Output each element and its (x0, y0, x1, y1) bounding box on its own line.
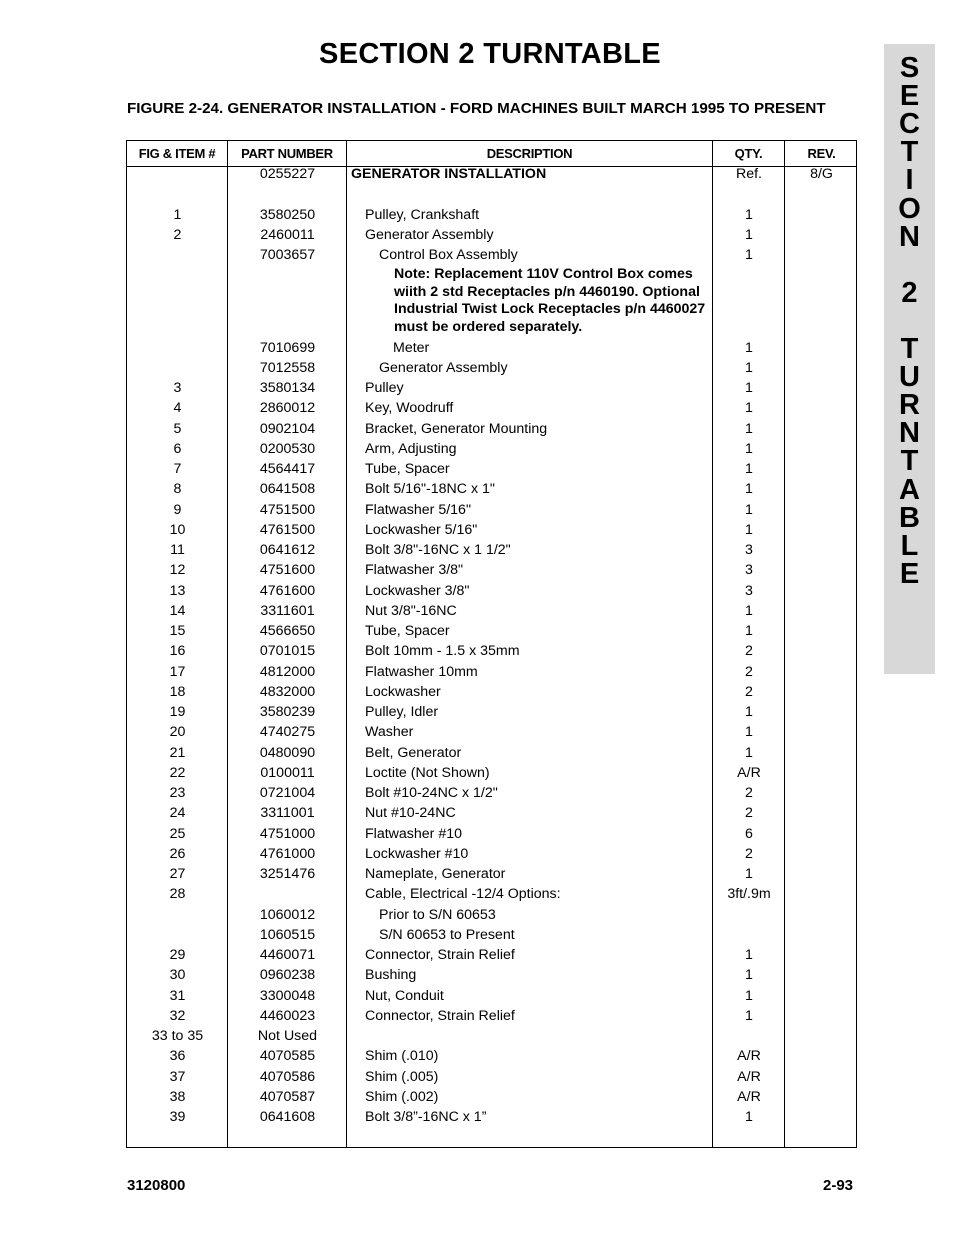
figure-title: FIGURE 2-24. GENERATOR INSTALLATION - FORD MACHINES BUILT MARCH 1995 TO PRESENT (127, 100, 826, 117)
description-cell: Tube, Spacer (365, 623, 450, 639)
table-row (127, 702, 858, 722)
parts-table (126, 140, 857, 1148)
description-cell: Generator Assembly (379, 360, 508, 376)
side-tab-char: I (905, 164, 914, 197)
part-number-cell: 0641612 (259, 542, 316, 558)
fig-item-cell: 2 (173, 227, 182, 243)
description-cell: Nameplate, Generator (365, 866, 506, 882)
part-number-cell: 4460023 (259, 1007, 316, 1024)
part-number-cell: 3580134 (259, 380, 316, 396)
table-row (127, 459, 858, 479)
fig-item-cell: 7 (173, 461, 182, 477)
part-number-cell: 4751600 (259, 562, 316, 579)
side-tab-char: N (899, 417, 920, 450)
part-number-cell: 0902104 (259, 420, 316, 437)
side-tab-char: U (899, 361, 920, 394)
fig-item-cell: 31 (169, 987, 186, 1004)
fig-item-cell: 20 (169, 724, 186, 741)
fig-item-cell: 28 (169, 886, 186, 903)
table-row (127, 540, 858, 560)
table-row (127, 419, 858, 439)
qty-cell: 1 (745, 420, 753, 437)
part-number-cell: 3300048 (259, 987, 316, 1004)
description-cell: Flatwasher 3/8" (365, 562, 464, 579)
part-number-cell: 0480090 (259, 744, 316, 761)
description-cell: Shim (.010) (365, 1048, 439, 1065)
qty-cell: 1 (745, 1007, 753, 1024)
description-cell: Connector, Strain Relief (365, 947, 515, 963)
qty-cell: 2 (745, 643, 753, 660)
qty-cell: 1 (745, 360, 753, 376)
fig-item-cell: 17 (169, 663, 186, 680)
table-row (127, 986, 858, 1006)
part-number-cell: 0200530 (259, 440, 316, 457)
fig-item-cell: 26 (169, 845, 186, 862)
qty-cell: A/R (737, 764, 761, 781)
fig-item-cell: 11 (170, 542, 185, 558)
part-number-cell: 4740275 (259, 724, 316, 741)
table-row (127, 245, 858, 265)
qty-cell: 1 (745, 724, 753, 741)
qty-cell: 3 (745, 582, 753, 599)
part-number-cell: 4070585 (259, 1048, 316, 1065)
fig-item-cell: 25 (169, 825, 186, 842)
part-number-cell: 4751500 (259, 501, 316, 518)
description-cell: Pulley (365, 380, 404, 396)
header-description: DESCRIPTION (486, 146, 573, 161)
side-tab-char: R (899, 389, 920, 422)
fig-item-cell: 23 (169, 785, 186, 801)
table-row (127, 479, 858, 499)
description-cell: Bolt 5/16"-18NC x 1" (365, 481, 495, 498)
part-number-cell: 3311601 (260, 602, 315, 619)
side-tab-char: E (899, 557, 920, 590)
side-tab-char: S (899, 52, 920, 84)
qty-cell: 2 (745, 663, 753, 680)
fig-item-cell: 38 (169, 1088, 186, 1105)
qty-cell: 2 (745, 683, 753, 700)
part-number-cell: 3580250 (259, 207, 316, 223)
table-row (127, 439, 858, 459)
qty-cell: 1 (745, 501, 753, 518)
header-fig-item: FIG & ITEM # (138, 146, 216, 161)
description-cell: Lockwasher 3/8" (365, 582, 470, 599)
fig-item-cell: 12 (169, 562, 186, 579)
qty-cell: 2 (745, 845, 753, 862)
fig-item-cell: 8 (173, 481, 182, 498)
side-tab-char: O (898, 192, 921, 225)
table-row (127, 722, 858, 742)
fig-item-cell: 3 (173, 380, 182, 396)
description-cell: Generator Assembly (365, 227, 494, 243)
description-cell: Pulley, Idler (365, 704, 439, 720)
table-row (127, 164, 858, 184)
fig-item-cell: 22 (169, 764, 186, 781)
description-cell: GENERATOR INSTALLATION (351, 166, 547, 182)
part-number-cell: 4070586 (259, 1068, 316, 1085)
description-cell: Shim (.005) (365, 1068, 439, 1085)
table-row (127, 621, 858, 641)
part-number-cell: 7012558 (259, 360, 316, 376)
side-tab-char: T (900, 445, 919, 478)
table-row (127, 358, 858, 378)
description-cell: Nut 3/8"-16NC (365, 602, 457, 619)
header-rev: REV. (807, 146, 836, 161)
side-tab-char: B (899, 501, 920, 534)
table-row (127, 945, 858, 965)
description-cell: Flatwasher 10mm (365, 663, 478, 680)
description-cell: Lockwasher (365, 683, 441, 700)
part-number-cell: 1060012 (259, 906, 316, 923)
fig-item-cell: 9 (173, 501, 182, 518)
table-row (127, 398, 858, 418)
qty-cell: 1 (745, 744, 753, 761)
qty-cell: 3 (745, 542, 753, 558)
qty-cell: 1 (745, 521, 753, 538)
table-row (127, 844, 858, 864)
qty-cell: 1 (745, 227, 753, 243)
description-cell: Control Box Assembly (379, 247, 518, 263)
qty-cell: 1 (745, 247, 753, 263)
replacement-note: Note: Replacement 110V Control Box comes wiith 2 std Receptacles p/n 4460190. Optional Industrial Twist Lock Receptacles p/n 4460027 must be ordered separately. (394, 266, 706, 335)
side-tab-char: T (900, 333, 919, 365)
side-tab-char: L (900, 529, 919, 562)
description-cell: Bolt #10-24NC x 1/2" (365, 785, 498, 801)
part-number-cell: 3251476 (259, 866, 316, 882)
qty-cell: A/R (737, 1088, 761, 1105)
part-number-cell: 4812000 (259, 663, 316, 680)
part-number-cell: 0960238 (259, 967, 316, 984)
description-cell: Loctite (Not Shown) (365, 764, 490, 781)
description-cell: Lockwasher #10 (365, 845, 469, 862)
part-number-cell: 0721004 (259, 785, 316, 801)
side-tab-char: T (900, 136, 919, 169)
description-cell: Key, Woodruff (365, 400, 454, 417)
qty-cell: 1 (745, 461, 753, 477)
side-tab-char: N (899, 220, 920, 253)
part-number-cell: 7010699 (259, 340, 316, 356)
part-number-cell: 4564417 (259, 461, 316, 477)
description-cell: Nut #10-24NC (365, 805, 456, 822)
part-number-cell: 0641508 (259, 481, 316, 498)
description-cell: Lockwasher 5/16" (365, 521, 478, 538)
fig-item-cell: 30 (169, 967, 186, 984)
qty-cell: 1 (745, 1109, 753, 1125)
fig-item-cell: 39 (169, 1109, 186, 1125)
part-number-cell: 3311001 (260, 805, 315, 822)
qty-cell: 1 (745, 987, 753, 1004)
qty-cell: 1 (745, 400, 753, 417)
fig-item-cell: 15 (169, 623, 186, 639)
qty-cell: 1 (745, 440, 753, 457)
fig-item-cell: 32 (169, 1007, 186, 1024)
table-row (127, 763, 858, 783)
fig-item-cell: 37 (169, 1068, 186, 1085)
document-number: 3120800 (127, 1177, 186, 1194)
qty-cell: 1 (745, 947, 753, 963)
description-cell: Arm, Adjusting (365, 440, 457, 457)
header-part-number: PART NUMBER (241, 146, 333, 161)
table-row (127, 225, 858, 245)
table-row (127, 601, 858, 621)
part-number-cell: 0100011 (260, 764, 315, 781)
table-row (127, 560, 858, 580)
description-cell: Flatwasher 5/16" (365, 501, 471, 518)
table-row (127, 1067, 858, 1087)
part-number-cell: 2460011 (260, 227, 315, 243)
qty-cell: 3ft/.9m (727, 886, 771, 903)
description-cell: Meter (393, 340, 430, 356)
table-row (127, 581, 858, 601)
part-number-cell: 4460071 (259, 947, 316, 963)
part-number-cell: 4832000 (259, 683, 316, 700)
side-tab-char: E (899, 80, 920, 113)
description-cell: Bolt 3/8"-16NC x 1 1/2" (365, 542, 511, 558)
fig-item-cell: 6 (173, 440, 182, 457)
qty-cell: 2 (745, 785, 753, 801)
table-row (127, 662, 858, 682)
fig-item-cell: 5 (173, 420, 182, 437)
part-number-cell: 0641608 (259, 1109, 316, 1125)
fig-item-cell: 10 (169, 521, 186, 538)
table-row (127, 925, 858, 945)
rev-cell: 8/G (810, 166, 833, 182)
qty-cell: 1 (745, 967, 753, 984)
qty-cell: A/R (737, 1048, 761, 1065)
qty-cell: 1 (745, 481, 753, 498)
table-row (127, 1107, 858, 1127)
part-number-cell: 4761600 (259, 582, 316, 599)
description-cell: Tube, Spacer (365, 461, 450, 477)
qty-cell: 1 (745, 380, 753, 396)
qty-cell: 3 (745, 562, 753, 579)
table-row (127, 205, 858, 225)
description-cell: Connector, Strain Relief (365, 1007, 515, 1024)
table-row (127, 682, 858, 702)
fig-item-cell: 33 to 35 (151, 1028, 204, 1044)
part-number-cell: 1060515 (259, 926, 316, 943)
section-side-tab (884, 44, 935, 674)
fig-item-cell: 24 (169, 805, 186, 822)
table-row (127, 965, 858, 985)
part-number-cell: 0701015 (259, 643, 316, 660)
page-number: 2-93 (823, 1177, 854, 1194)
part-number-cell: 4761500 (259, 521, 316, 538)
fig-item-cell: 4 (173, 400, 182, 417)
fig-item-cell: 18 (169, 683, 186, 700)
fig-item-cell: 29 (169, 947, 186, 963)
part-number-cell: Not Used (257, 1028, 318, 1044)
section-title: SECTION 2 TURNTABLE (319, 38, 661, 70)
fig-item-cell: 1 (173, 207, 182, 223)
description-cell: Cable, Electrical -12/4 Options: (365, 886, 561, 903)
description-cell: Bracket, Generator Mounting (365, 420, 548, 437)
fig-item-cell: 36 (169, 1048, 186, 1065)
description-cell: Belt, Generator (365, 744, 462, 761)
qty-cell: Ref. (735, 166, 763, 182)
description-cell: Nut, Conduit (365, 987, 444, 1004)
part-number-cell: 4070587 (259, 1088, 316, 1105)
description-cell: Bolt 10mm - 1.5 x 35mm (365, 643, 520, 660)
table-row (127, 864, 858, 884)
qty-cell: 1 (745, 207, 753, 223)
part-number-cell: 2860012 (259, 400, 316, 417)
description-cell: Prior to S/N 60653 (379, 906, 496, 923)
table-row (127, 1006, 858, 1026)
table-row (127, 338, 858, 358)
description-cell: Bolt 3/8”-16NC x 1” (365, 1109, 487, 1125)
part-number-cell: 4751000 (259, 825, 316, 842)
fig-item-cell: 14 (169, 602, 186, 619)
qty-cell: 1 (745, 623, 753, 639)
table-row (127, 378, 858, 398)
table-row (127, 743, 858, 763)
qty-cell: 1 (745, 866, 753, 882)
header-qty: QTY. (734, 146, 763, 161)
qty-cell: 6 (745, 825, 753, 842)
fig-item-cell: 27 (169, 866, 186, 882)
table-row (127, 884, 858, 904)
qty-cell: A/R (737, 1068, 761, 1085)
part-number-cell: 7003657 (259, 247, 316, 263)
description-cell: Bushing (365, 967, 417, 984)
fig-item-cell: 19 (169, 704, 186, 720)
side-tab-char: 2 (901, 276, 918, 309)
qty-cell: 1 (745, 704, 753, 720)
table-row (127, 905, 858, 925)
qty-cell: 2 (745, 805, 753, 822)
fig-item-cell: 13 (169, 582, 186, 599)
table-row (127, 783, 858, 803)
description-cell: Shim (.002) (365, 1088, 439, 1105)
fig-item-cell: 21 (169, 744, 186, 761)
description-cell: Pulley, Crankshaft (365, 207, 480, 223)
part-number-cell: 4566650 (259, 623, 316, 639)
description-cell: Flatwasher #10 (365, 825, 462, 842)
part-number-cell: 4761000 (259, 845, 316, 862)
fig-item-cell: 16 (169, 643, 186, 660)
part-number-cell: 3580239 (259, 704, 316, 720)
side-tab-char: A (899, 473, 920, 506)
table-row (127, 1026, 858, 1046)
part-number-cell: 0255227 (259, 166, 316, 182)
table-row (127, 1046, 858, 1066)
table-row (127, 1087, 858, 1107)
table-row (127, 641, 858, 661)
qty-cell: 1 (745, 602, 753, 619)
table-row (127, 500, 858, 520)
description-cell: S/N 60653 to Present (379, 926, 515, 943)
table-row (127, 803, 858, 823)
table-row (127, 824, 858, 844)
qty-cell: 1 (745, 340, 753, 356)
description-cell: Washer (365, 724, 414, 741)
table-row (127, 520, 858, 540)
side-tab-char: C (899, 108, 920, 141)
